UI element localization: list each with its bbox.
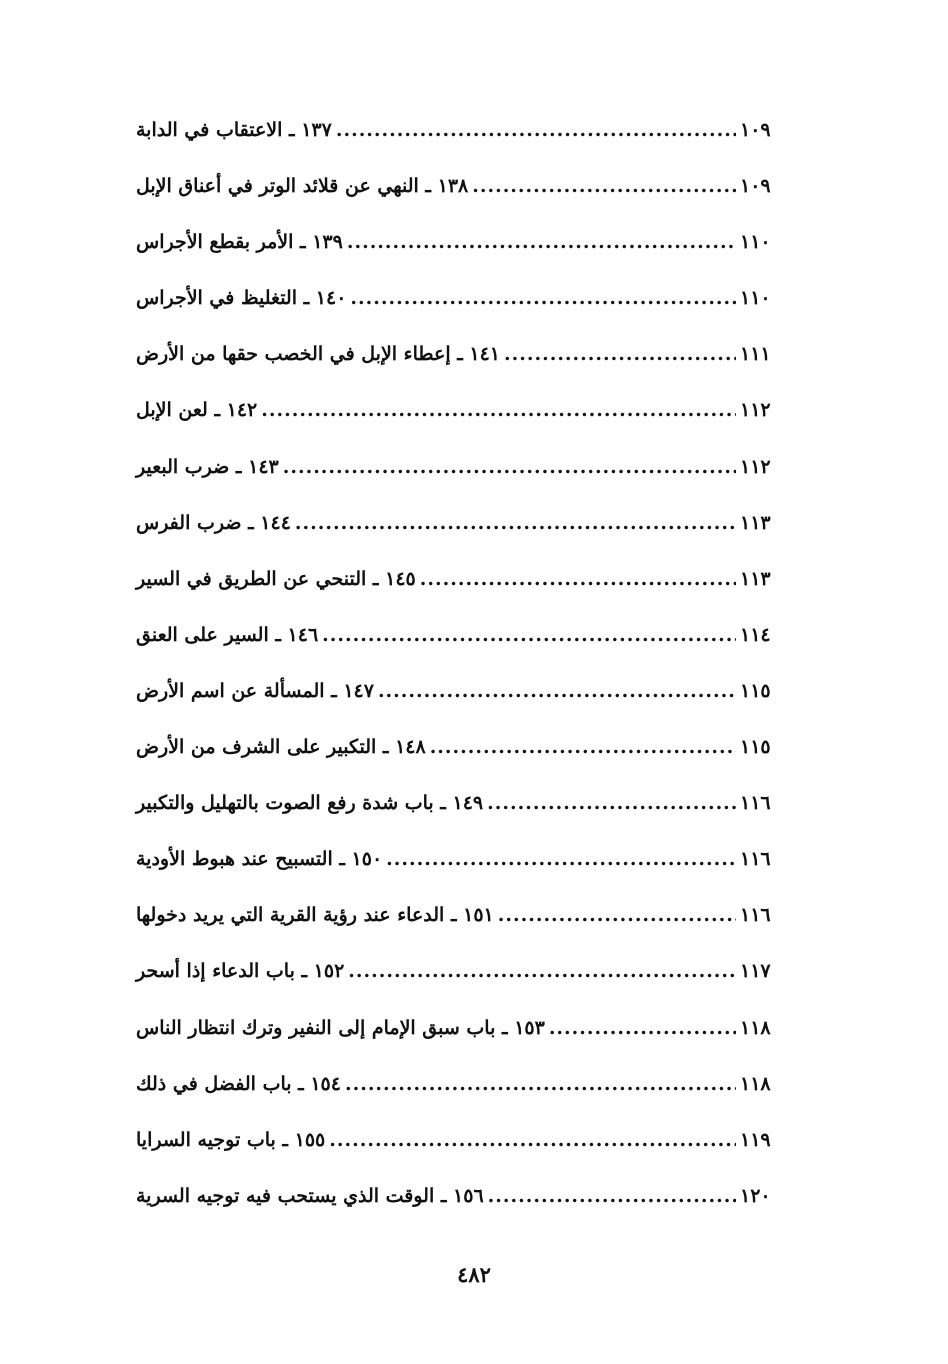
toc-entry: [136, 727, 786, 783]
toc-entry-page: ١١١: [740, 343, 771, 366]
toc-entry-title: ١٥٣ ـ باب سبق الإمام إلى النفير وترك انتظار الناس: [136, 1016, 545, 1039]
toc-entry: [136, 110, 786, 166]
toc-entry: [136, 222, 786, 278]
toc-entry: [136, 1176, 786, 1232]
toc-entry-title: ١٣٩ ـ الأمر بقطع الأجراس: [136, 231, 343, 254]
toc-entry-page: ١٠٩: [740, 119, 771, 141]
toc-entry-title: ١٥٦ ـ الوقت الذي يستحب فيه توجيه السرية: [136, 1184, 484, 1207]
page-number: ٤٨٢: [457, 1262, 491, 1287]
toc-entry: [136, 1120, 786, 1176]
toc-entry-title: ١٤٢ ـ لعن الإبل: [136, 399, 258, 422]
toc-entry-page: ١٢٠: [740, 1184, 771, 1207]
dot-leader: [488, 1176, 736, 1216]
dot-leader: [261, 390, 736, 430]
toc-entry: [136, 839, 786, 895]
toc-entry-page: ١٠٩: [740, 175, 771, 198]
toc-entry-page: ١١٨: [740, 1016, 771, 1039]
toc-entry: [136, 334, 786, 390]
toc-entry-title: ١٤٩ ـ باب شدة رفع الصوت بالتهليل والتكبير: [136, 792, 484, 815]
toc-entry-page: ١١٣: [740, 511, 771, 534]
toc-entry-title: ١٤٠ ـ التغليظ في الأجراس: [136, 287, 347, 310]
dot-leader: [336, 110, 736, 150]
toc-entry: [136, 783, 786, 839]
toc-entry-title: ١٤٧ ـ المسألة عن اسم الأرض: [136, 679, 374, 702]
toc-entry: [136, 951, 786, 1007]
toc-entry-page: ١١٦: [740, 792, 771, 815]
dot-leader: [348, 951, 736, 991]
toc-entry-title: ١٤٣ ـ ضرب البعير: [136, 455, 279, 478]
toc-entry: [136, 503, 786, 559]
toc-entry-page: ١١٥: [740, 679, 771, 702]
toc-entry: [136, 447, 786, 503]
toc-entry: [136, 1064, 786, 1120]
toc-entry-page: ١١٠: [740, 231, 771, 254]
toc-entry-title: ١٥٠ ـ التسبيح عند هبوط الأودية: [136, 848, 383, 871]
dot-leader: [347, 222, 736, 262]
toc-entry-page: ١١٦: [740, 848, 771, 871]
toc-entry-title: ١٤٦ ـ السير على العنق: [136, 623, 319, 646]
toc-entry-page: ١١٣: [740, 567, 771, 590]
toc-entry-page: ١١٤: [740, 623, 771, 646]
toc-entry-title: ١٣٧ ـ الاعتقاب في الدابة: [136, 119, 332, 141]
toc-entry-title: ١٥١ ـ الدعاء عند رؤية القرية التي يريد دخولها: [136, 904, 494, 927]
toc-entry-page: ١١٢: [740, 455, 771, 478]
dot-leader: [345, 1064, 736, 1104]
toc-entry: [136, 559, 786, 615]
toc-entry-title: ١٤٨ ـ التكبير على الشرف من الأرض: [136, 736, 426, 759]
toc-entry-page: ١١٧: [740, 960, 771, 983]
toc-entry-title: ١٤٤ ـ ضرب الفرس: [136, 511, 291, 534]
toc-entry: [136, 615, 786, 671]
toc-entry-title: ١٤٥ ـ التنحي عن الطريق في السير: [136, 567, 416, 590]
dot-leader: [283, 447, 736, 487]
toc-entry-page: ١١٠: [740, 287, 771, 310]
dot-leader: [472, 166, 736, 206]
dot-leader: [498, 895, 736, 935]
toc-entry-page: ١١٩: [740, 1128, 771, 1151]
dot-leader: [504, 334, 736, 374]
dot-leader: [378, 671, 736, 711]
toc-entry-page: ١١٨: [740, 1072, 771, 1095]
toc-entry: [136, 671, 786, 727]
toc-entry: [136, 1008, 786, 1064]
dot-leader: [420, 559, 736, 599]
toc-entry: [136, 895, 786, 951]
toc-entry-page: ١١٦: [740, 904, 771, 927]
dot-leader: [329, 1120, 736, 1160]
toc-entry-title: ١٣٨ ـ النهي عن قلائد الوتر في أعناق الإبل: [136, 175, 469, 198]
dot-leader: [350, 278, 736, 318]
toc-entry-page: ١١٥: [740, 736, 771, 759]
toc-entry: [136, 390, 786, 446]
toc-entry: [136, 278, 786, 334]
toc-entry-page: ١١٢: [740, 399, 771, 422]
toc-entry-title: ١٥٢ ـ باب الدعاء إذا أسحر: [136, 960, 345, 983]
toc-entry-title: ١٥٤ ـ باب الفضل في ذلك: [136, 1072, 341, 1095]
dot-leader: [386, 839, 736, 879]
dot-leader: [549, 1008, 736, 1048]
table-of-contents: [136, 110, 786, 1232]
dot-leader: [430, 727, 736, 767]
toc-entry-title: ١٥٥ ـ باب توجيه السرايا: [136, 1128, 326, 1151]
toc-entry-title: ١٤١ ـ إعطاء الإبل في الخصب حقها من الأرض: [136, 343, 501, 366]
dot-leader: [322, 615, 736, 655]
toc-entry: [136, 166, 786, 222]
dot-leader: [295, 503, 736, 543]
dot-leader: [487, 783, 736, 823]
